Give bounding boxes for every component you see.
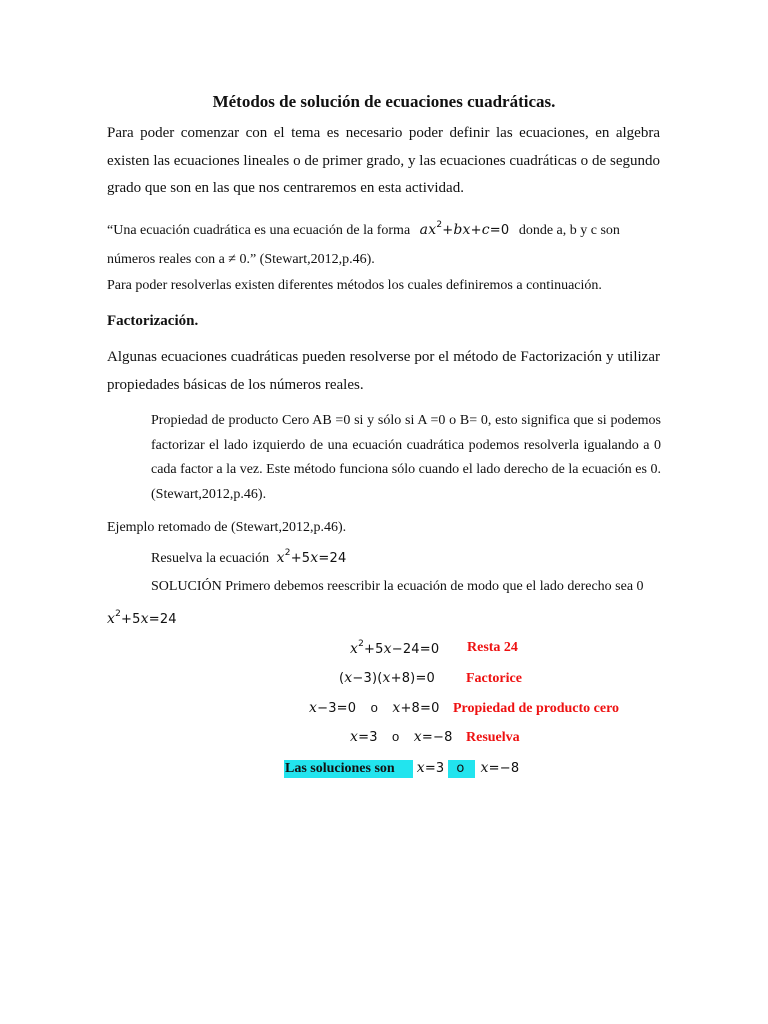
example-source: Ejemplo retomado de (Stewart,2012,p.46).	[107, 520, 347, 535]
step-1-label: Resta 24	[467, 640, 518, 655]
restated-equation: $x^2+5x=24$	[107, 609, 177, 627]
quadratic-general-form: $ax^2+bx+c=0$	[419, 220, 510, 238]
section-heading: Factorización.	[107, 313, 199, 329]
step-4-connector: o	[392, 729, 400, 744]
quote-text-before: “Una ecuación cuadrática es una ecuación de la forma	[107, 223, 411, 238]
step-3-label: Propiedad de producto cero	[453, 701, 620, 716]
answer-connector: o	[448, 760, 474, 778]
instruction-text: Resuelva la ecuación	[151, 551, 270, 566]
step-2-label: Factorice	[466, 671, 522, 686]
step-3-connector: o	[370, 700, 379, 715]
intro-paragraph: Para poder comenzar con el tema es necesario poder definir las ecuaciones, en algebra existen las ecuaciones lineales o de primer grado, y las ecuaciones cuadráticas o de segundo grado que son en las que nos centraremos en esta actividad.	[107, 125, 660, 196]
page-title: Métodos de solución de ecuaciones cuadráticas.	[212, 92, 556, 111]
step-3-equation: x−3=0 o x+8=0	[309, 700, 440, 716]
quote-text-after: donde a, b y c son números reales con a ≠ 0.” (Stewart,2012,p.46).	[107, 223, 620, 267]
answer-value-1: x=3	[416, 760, 445, 776]
step-4-equation: x=3 o x=−8	[350, 729, 453, 745]
solution-text: SOLUCIÓN Primero debemos reescribir la ecuación de modo que el lado derecho sea 0	[151, 579, 644, 594]
step-4-label: Resuelva	[466, 730, 520, 745]
step-1-equation: $x^2+5x-24=0$	[350, 639, 440, 657]
factorization-intro: Algunas ecuaciones cuadráticas pueden resolverse por el método de Factorización y utilizar propiedades básicas de los números reales.	[107, 349, 660, 393]
example-equation: $x^2+5x=24$	[276, 548, 347, 566]
methods-intro: Para poder resolverlas existen diferentes métodos los cuales definiremos a continuación.	[107, 278, 602, 293]
step-2-equation: (x−3)(x+8)=0	[339, 670, 436, 686]
answer-label: Las soluciones son	[284, 760, 413, 778]
example-instruction	[151, 548, 346, 567]
definition-quote	[107, 211, 662, 274]
answer-value-2: x=−8	[480, 760, 520, 776]
answer-line	[284, 759, 519, 777]
zero-product-property: Propiedad de producto Cero AB =0 si y sólo si A =0 o B= 0, esto significa que si podemos factorizar el lado izquierdo de una ecuación cuadrática podemos resolverla igualando a 0 cada factor a la vez. Este método funciona sólo cuando el lado derecho de la ecuación es 0. (Stewart,2012,p.46).	[151, 413, 661, 502]
